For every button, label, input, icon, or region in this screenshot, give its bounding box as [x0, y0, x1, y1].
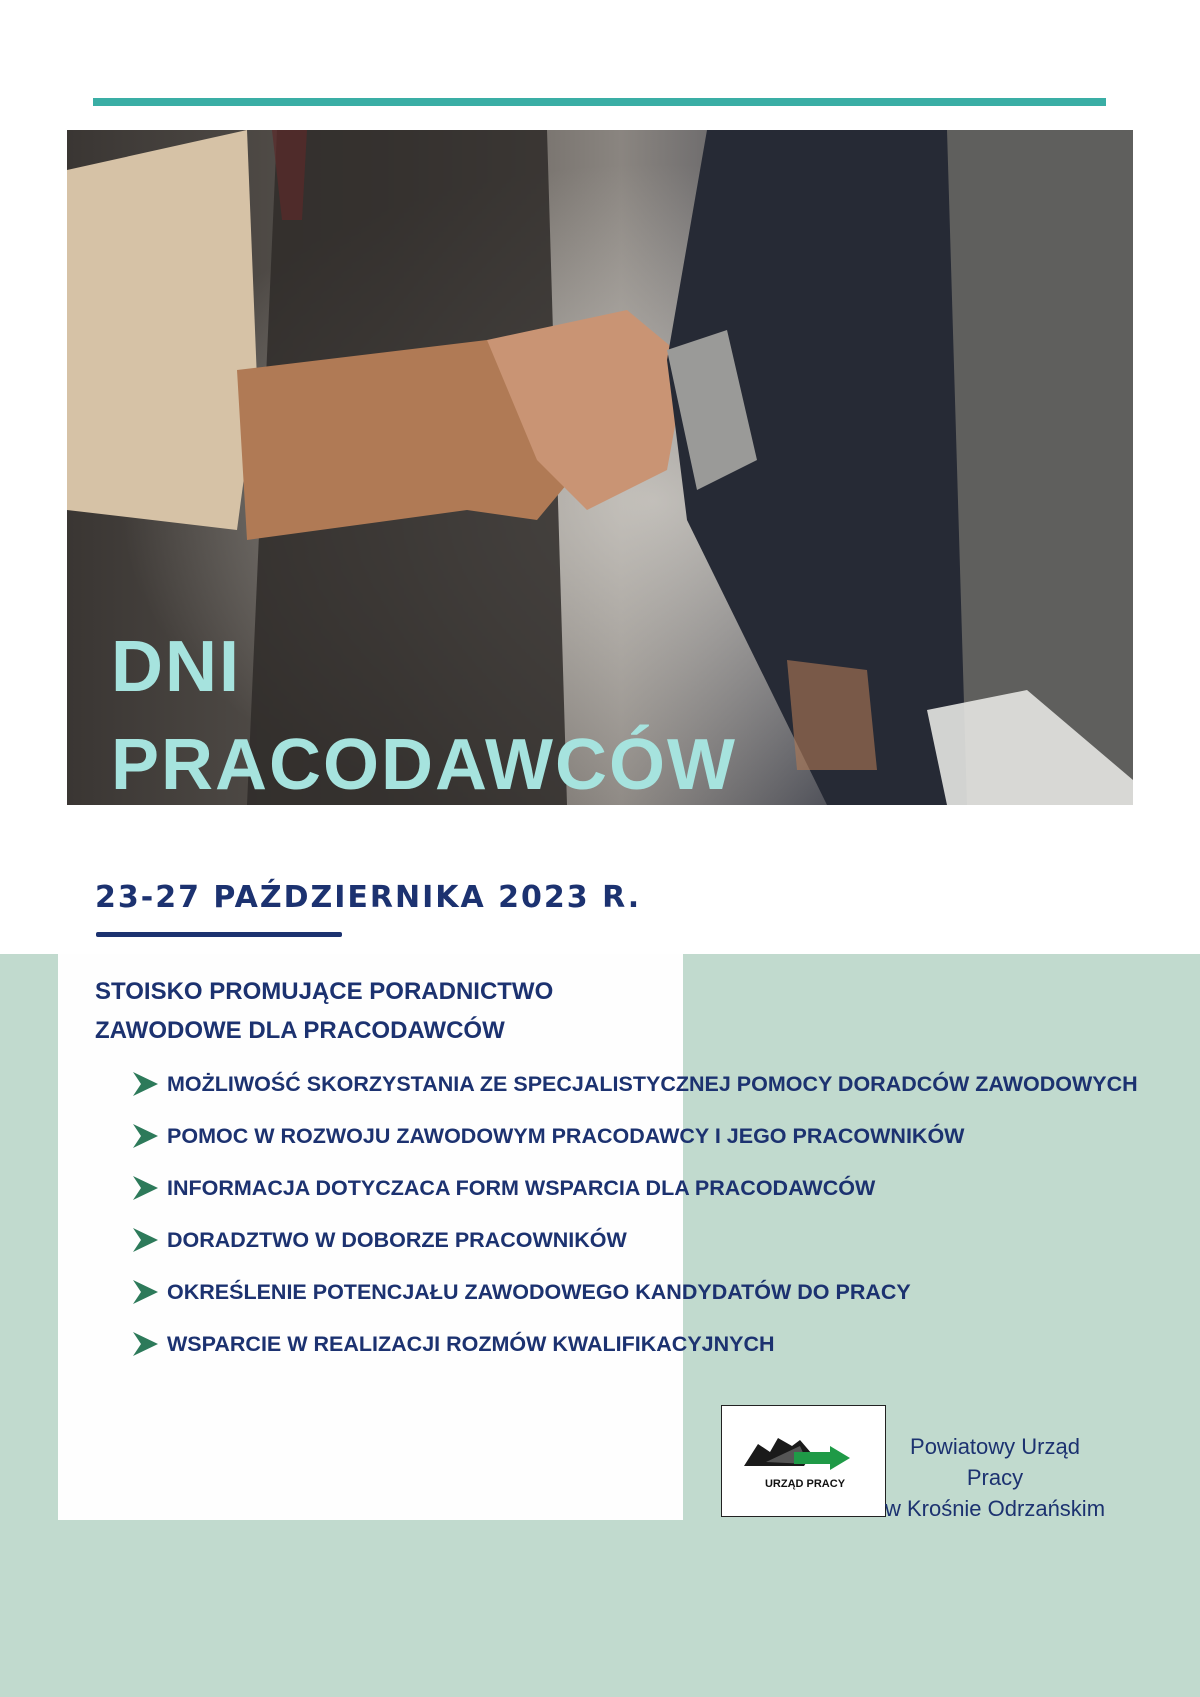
list-item: [132, 1162, 1138, 1214]
hero-title-line-1: DNI: [111, 627, 241, 707]
list-item-label: DORADZTWO W DOBORZE PRACOWNIKÓW: [167, 1227, 627, 1252]
hero-photo: [67, 130, 1133, 805]
benefits-list: [132, 1058, 1138, 1370]
section-subtitle: [95, 972, 553, 1050]
arrowhead-bullet-icon: [132, 1279, 159, 1305]
organization-name-line-2: w Krośnie Odrzańskim: [884, 1496, 1106, 1521]
list-item-label: OKREŚLENIE POTENCJAŁU ZAWODOWEGO KANDYDATÓW DO PRACY: [167, 1279, 911, 1304]
section-subtitle-line-2: ZAWODOWE DLA PRACODAWCÓW: [95, 1017, 505, 1044]
list-item: [132, 1110, 1138, 1162]
arrowhead-bullet-icon: [132, 1123, 159, 1149]
list-item-label: POMOC W ROZWOJU ZAWODOWYM PRACODAWCY I JEGO PRACOWNIKÓW: [167, 1123, 965, 1148]
organization-name-line-1: Powiatowy Urząd Pracy: [910, 1434, 1080, 1490]
section-subtitle-line-1: STOISKO PROMUJĄCE PORADNICTWO: [95, 978, 554, 1005]
arrowhead-bullet-icon: [132, 1331, 159, 1357]
list-item: [132, 1214, 1138, 1266]
arrowhead-bullet-icon: [132, 1227, 159, 1253]
list-item: [132, 1266, 1138, 1318]
event-date: 23-27 PAŹDZIERNIKA 2023 R.: [95, 880, 642, 915]
arrowhead-bullet-icon: [132, 1175, 159, 1201]
list-item-label: MOŻLIWOŚĆ SKORZYSTANIA ZE SPECJALISTYCZNEJ POMOCY DORADCÓW ZAWODOWYCH: [167, 1071, 1138, 1096]
list-item: [132, 1058, 1138, 1110]
urzad-pracy-logo-icon: [742, 1432, 862, 1478]
date-underline: [96, 932, 342, 937]
organization-name: [880, 1431, 1110, 1524]
hero-title: [111, 618, 737, 805]
list-item: [132, 1318, 1138, 1370]
arrowhead-bullet-icon: [132, 1071, 159, 1097]
hero-title-line-2: PRACODAWCÓW: [111, 725, 737, 805]
top-accent-rule: [93, 98, 1106, 106]
list-item-label: WSPARCIE W REALIZACJI ROZMÓW KWALIFIKACYJNYCH: [167, 1331, 775, 1356]
list-item-label: INFORMACJA DOTYCZACA FORM WSPARCIA DLA PRACODAWCÓW: [167, 1175, 876, 1200]
urzad-pracy-logo: [721, 1405, 886, 1517]
logo-caption: URZĄD PRACY: [764, 1478, 846, 1490]
